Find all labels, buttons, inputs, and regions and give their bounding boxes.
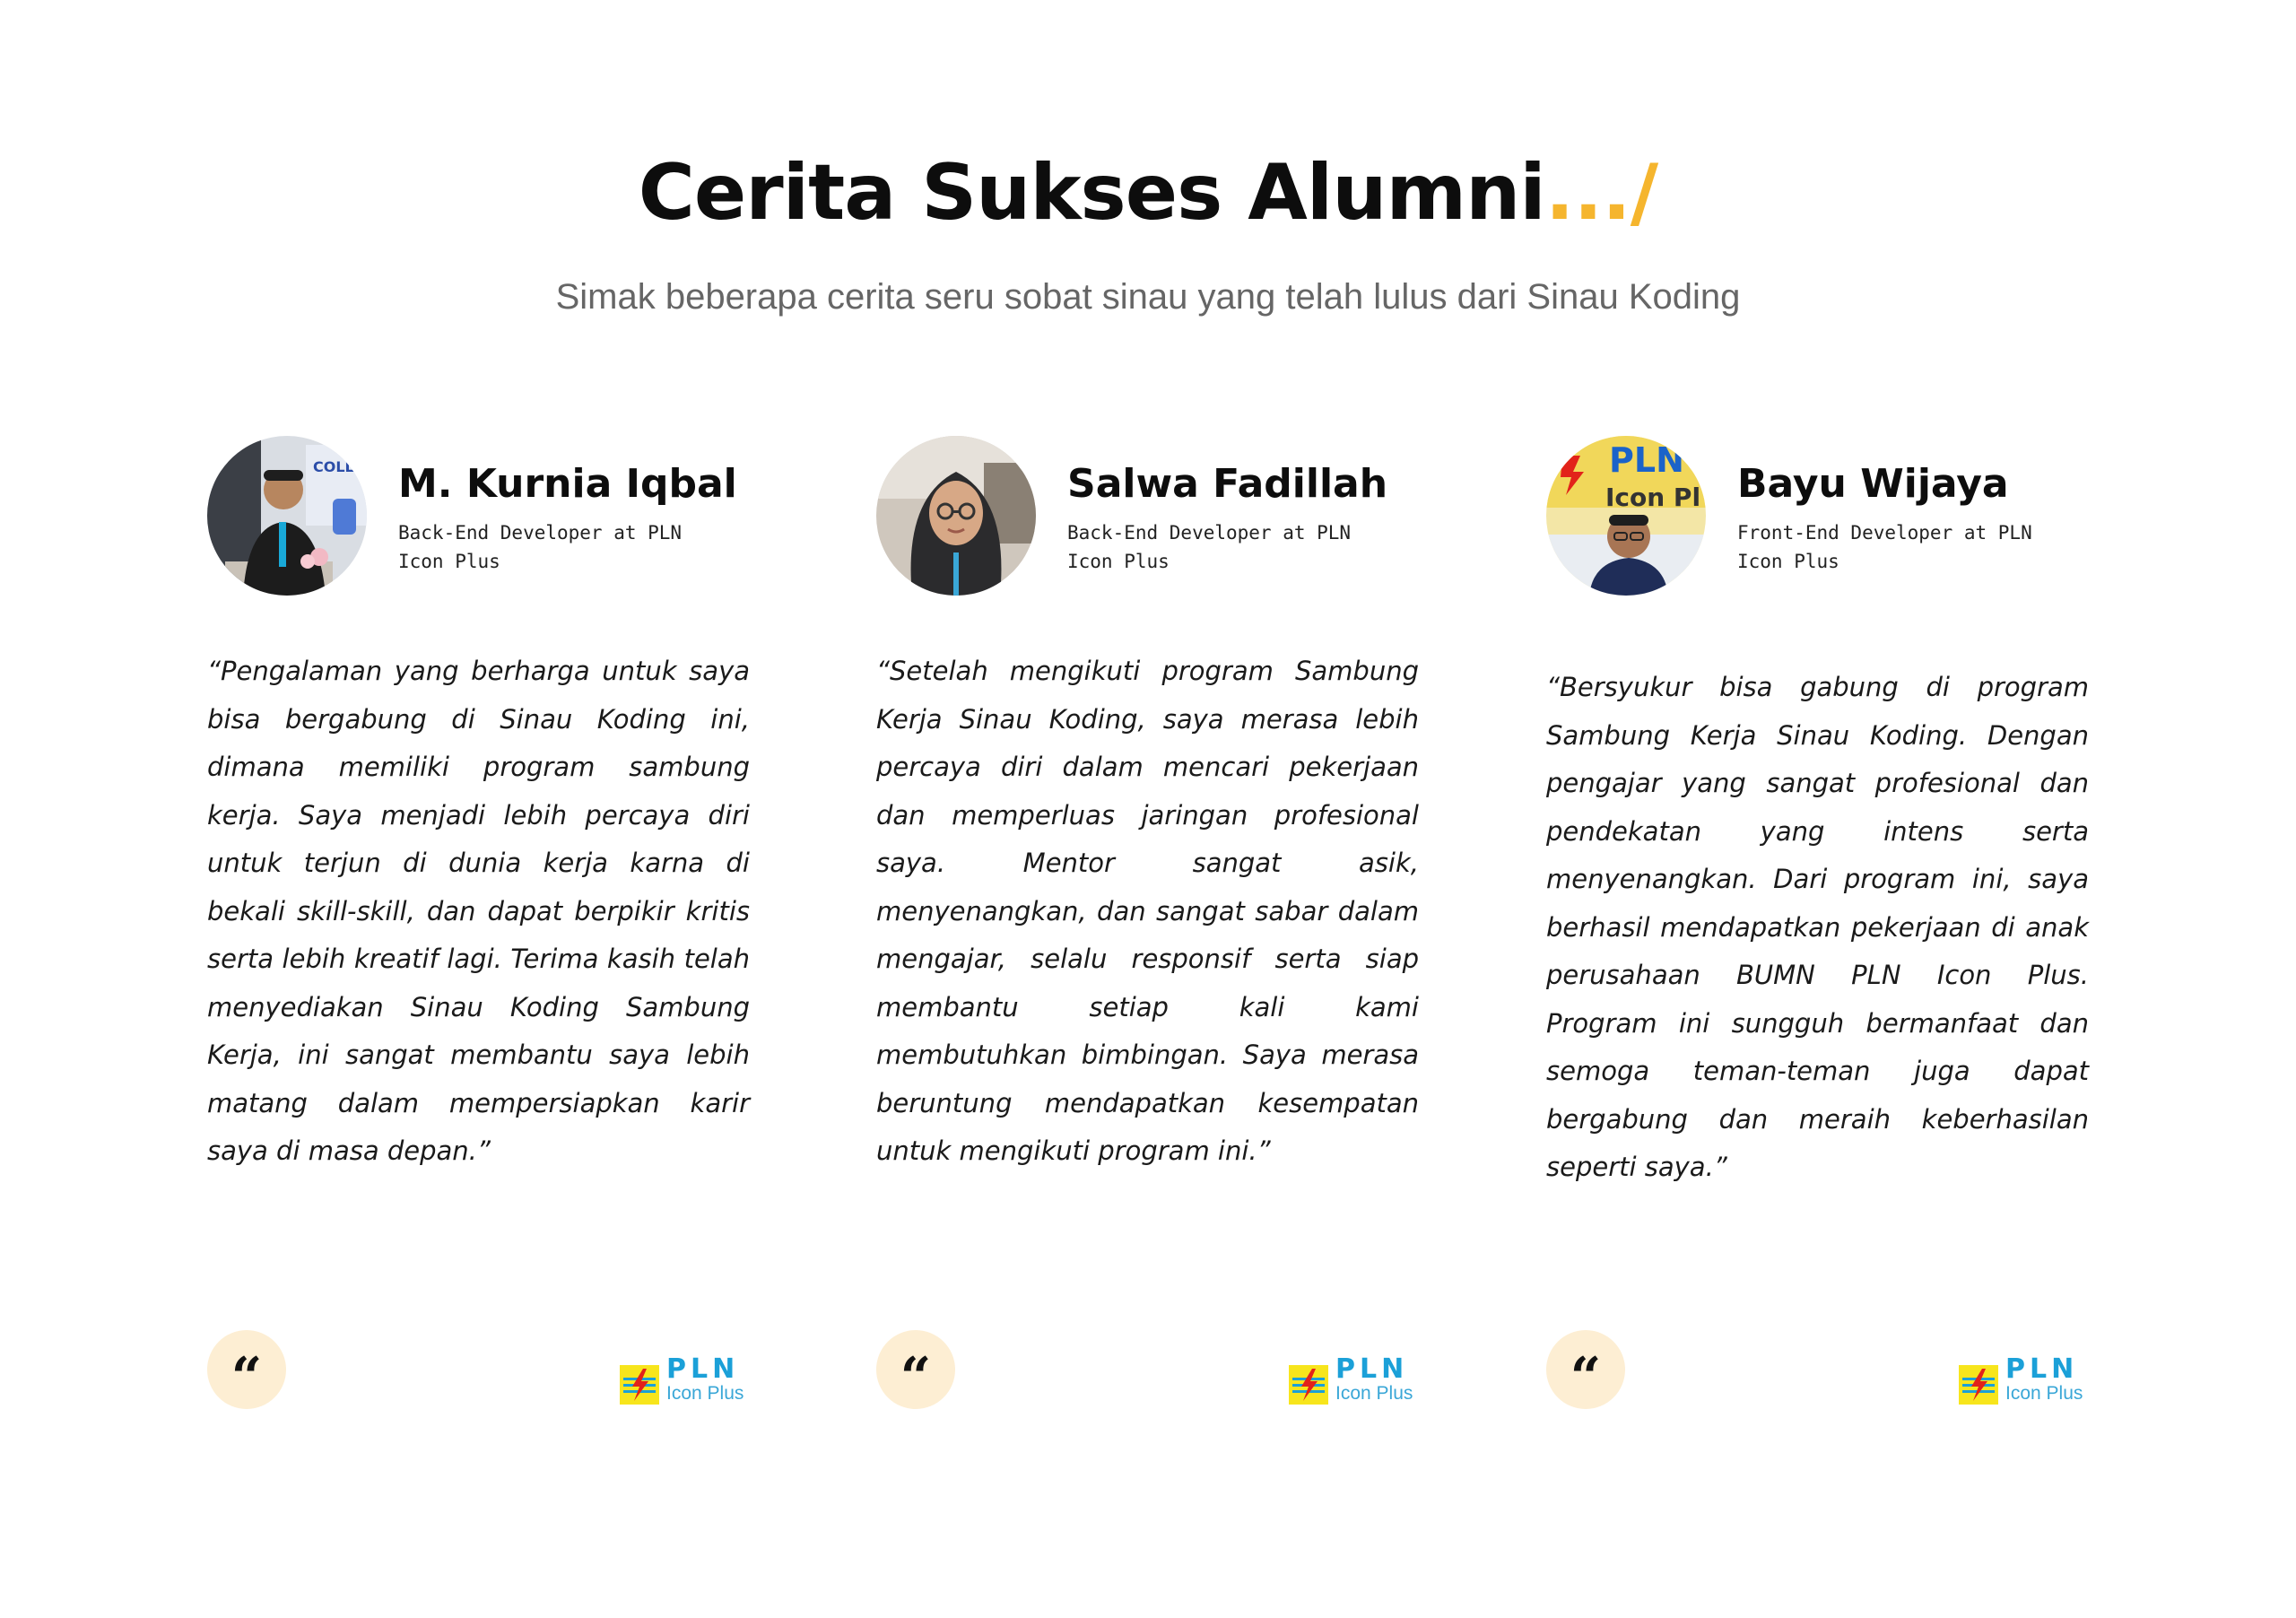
svg-text:Icon Pl: Icon Pl (1605, 483, 1701, 512)
pln-sub: Icon Plus (2005, 1383, 2083, 1404)
avatar-photo-icon (876, 436, 1036, 596)
pln-icon-plus-logo (1289, 1353, 1419, 1405)
person-info (1737, 457, 2089, 576)
pln-sub: Icon Plus (666, 1383, 744, 1404)
pln-lightning-icon (620, 1365, 659, 1405)
pln-sub: Icon Plus (1335, 1383, 1413, 1404)
person-info (398, 457, 750, 576)
avatar-photo-icon (207, 436, 367, 596)
avatar (207, 436, 367, 596)
person-role: Front-End Developer at PLN Icon Plus (1737, 522, 2032, 572)
testimonial-card (207, 436, 750, 1458)
testimonial-list (0, 436, 2296, 1458)
testimonial-quote: “Setelah mengikuti program Sambung Kerja Sinau Koding, saya merasa lebih percaya diri dalam mencari pekerjaan dan memperluas jaringan profesional saya. Mentor sangat asik, menyenangkan, dan sangat sabar dalam mengajar, selalu responsif serta siap membantu setiap kali kami membutuhkan bimbingan. Saya merasa beruntung mendapatkan kesempatan untuk mengikuti program ini.” (876, 656, 1419, 1166)
quote-icon (207, 1330, 286, 1409)
quote-mark: “ (900, 1346, 932, 1409)
avatar (876, 436, 1036, 596)
person-name: M. Kurnia Iqbal (398, 461, 737, 507)
avatar (1546, 436, 1706, 596)
section-header (0, 135, 2296, 319)
person-name: Bayu Wijaya (1737, 461, 2009, 507)
quote-icon (876, 1330, 955, 1409)
pln-icon-plus-logo (620, 1353, 750, 1405)
pln-lightning-icon (1289, 1365, 1328, 1405)
quote-mark: “ (230, 1346, 263, 1409)
pln-lightning-icon (1959, 1365, 1998, 1405)
page-title (0, 135, 2296, 251)
pln-word: PLN (1335, 1353, 1409, 1385)
testimonial-quote: “Bersyukur bisa gabung di program Sambung Kerja Sinau Koding. Dengan pengajar yang sangat profesional dan pendekatan yang intens serta menyenangkan. Dari program ini, saya berhasil mendapatkan pekerjaan di anak perusahaan BUMN PLN Icon Plus. Program ini sungguh bermanfaat dan semoga teman-teman juga dapat bergabung dan meraih keberhasilan seperti saya.” (1546, 672, 2089, 1182)
avatar-photo-icon (1546, 436, 1706, 596)
testimonial-quote: “Pengalaman yang berharga untuk saya bisa bergabung di Sinau Koding ini, dimana memiliki program sambung kerja. Saya menjadi lebih percaya diri untuk terjun di dunia kerja karna di bekali skill-skill, dan dapat berpikir kritis serta lebih kreatif lagi. Terima kasih telah menyediakan Sinau Koding Sambung Kerja, ini sangat membantu saya lebih matang dalam mempersiapkan karir saya di masa depan.” (207, 656, 750, 1166)
svg-text:COLL: COLL (313, 458, 354, 475)
testimonial-card (876, 436, 1419, 1458)
quote-icon (1546, 1330, 1625, 1409)
person-info (1067, 457, 1419, 576)
person-role: Back-End Developer at PLN Icon Plus (398, 522, 683, 572)
testimonial-card (1546, 436, 2089, 1458)
title-text: Cerita Sukses Alumni (638, 148, 1545, 238)
pln-icon-plus-logo (1959, 1353, 2089, 1405)
quote-mark: “ (1570, 1346, 1602, 1409)
page-subtitle: Simak beberapa cerita seru sobat sinau yang telah lulus dari Sinau Koding (555, 277, 1741, 317)
title-accent: .../ (1544, 148, 1658, 238)
person-name: Salwa Fadillah (1067, 461, 1388, 507)
svg-text:PLN: PLN (1609, 440, 1684, 480)
pln-word: PLN (666, 1353, 740, 1385)
person-role: Back-End Developer at PLN Icon Plus (1067, 522, 1352, 572)
pln-word: PLN (2005, 1353, 2079, 1385)
